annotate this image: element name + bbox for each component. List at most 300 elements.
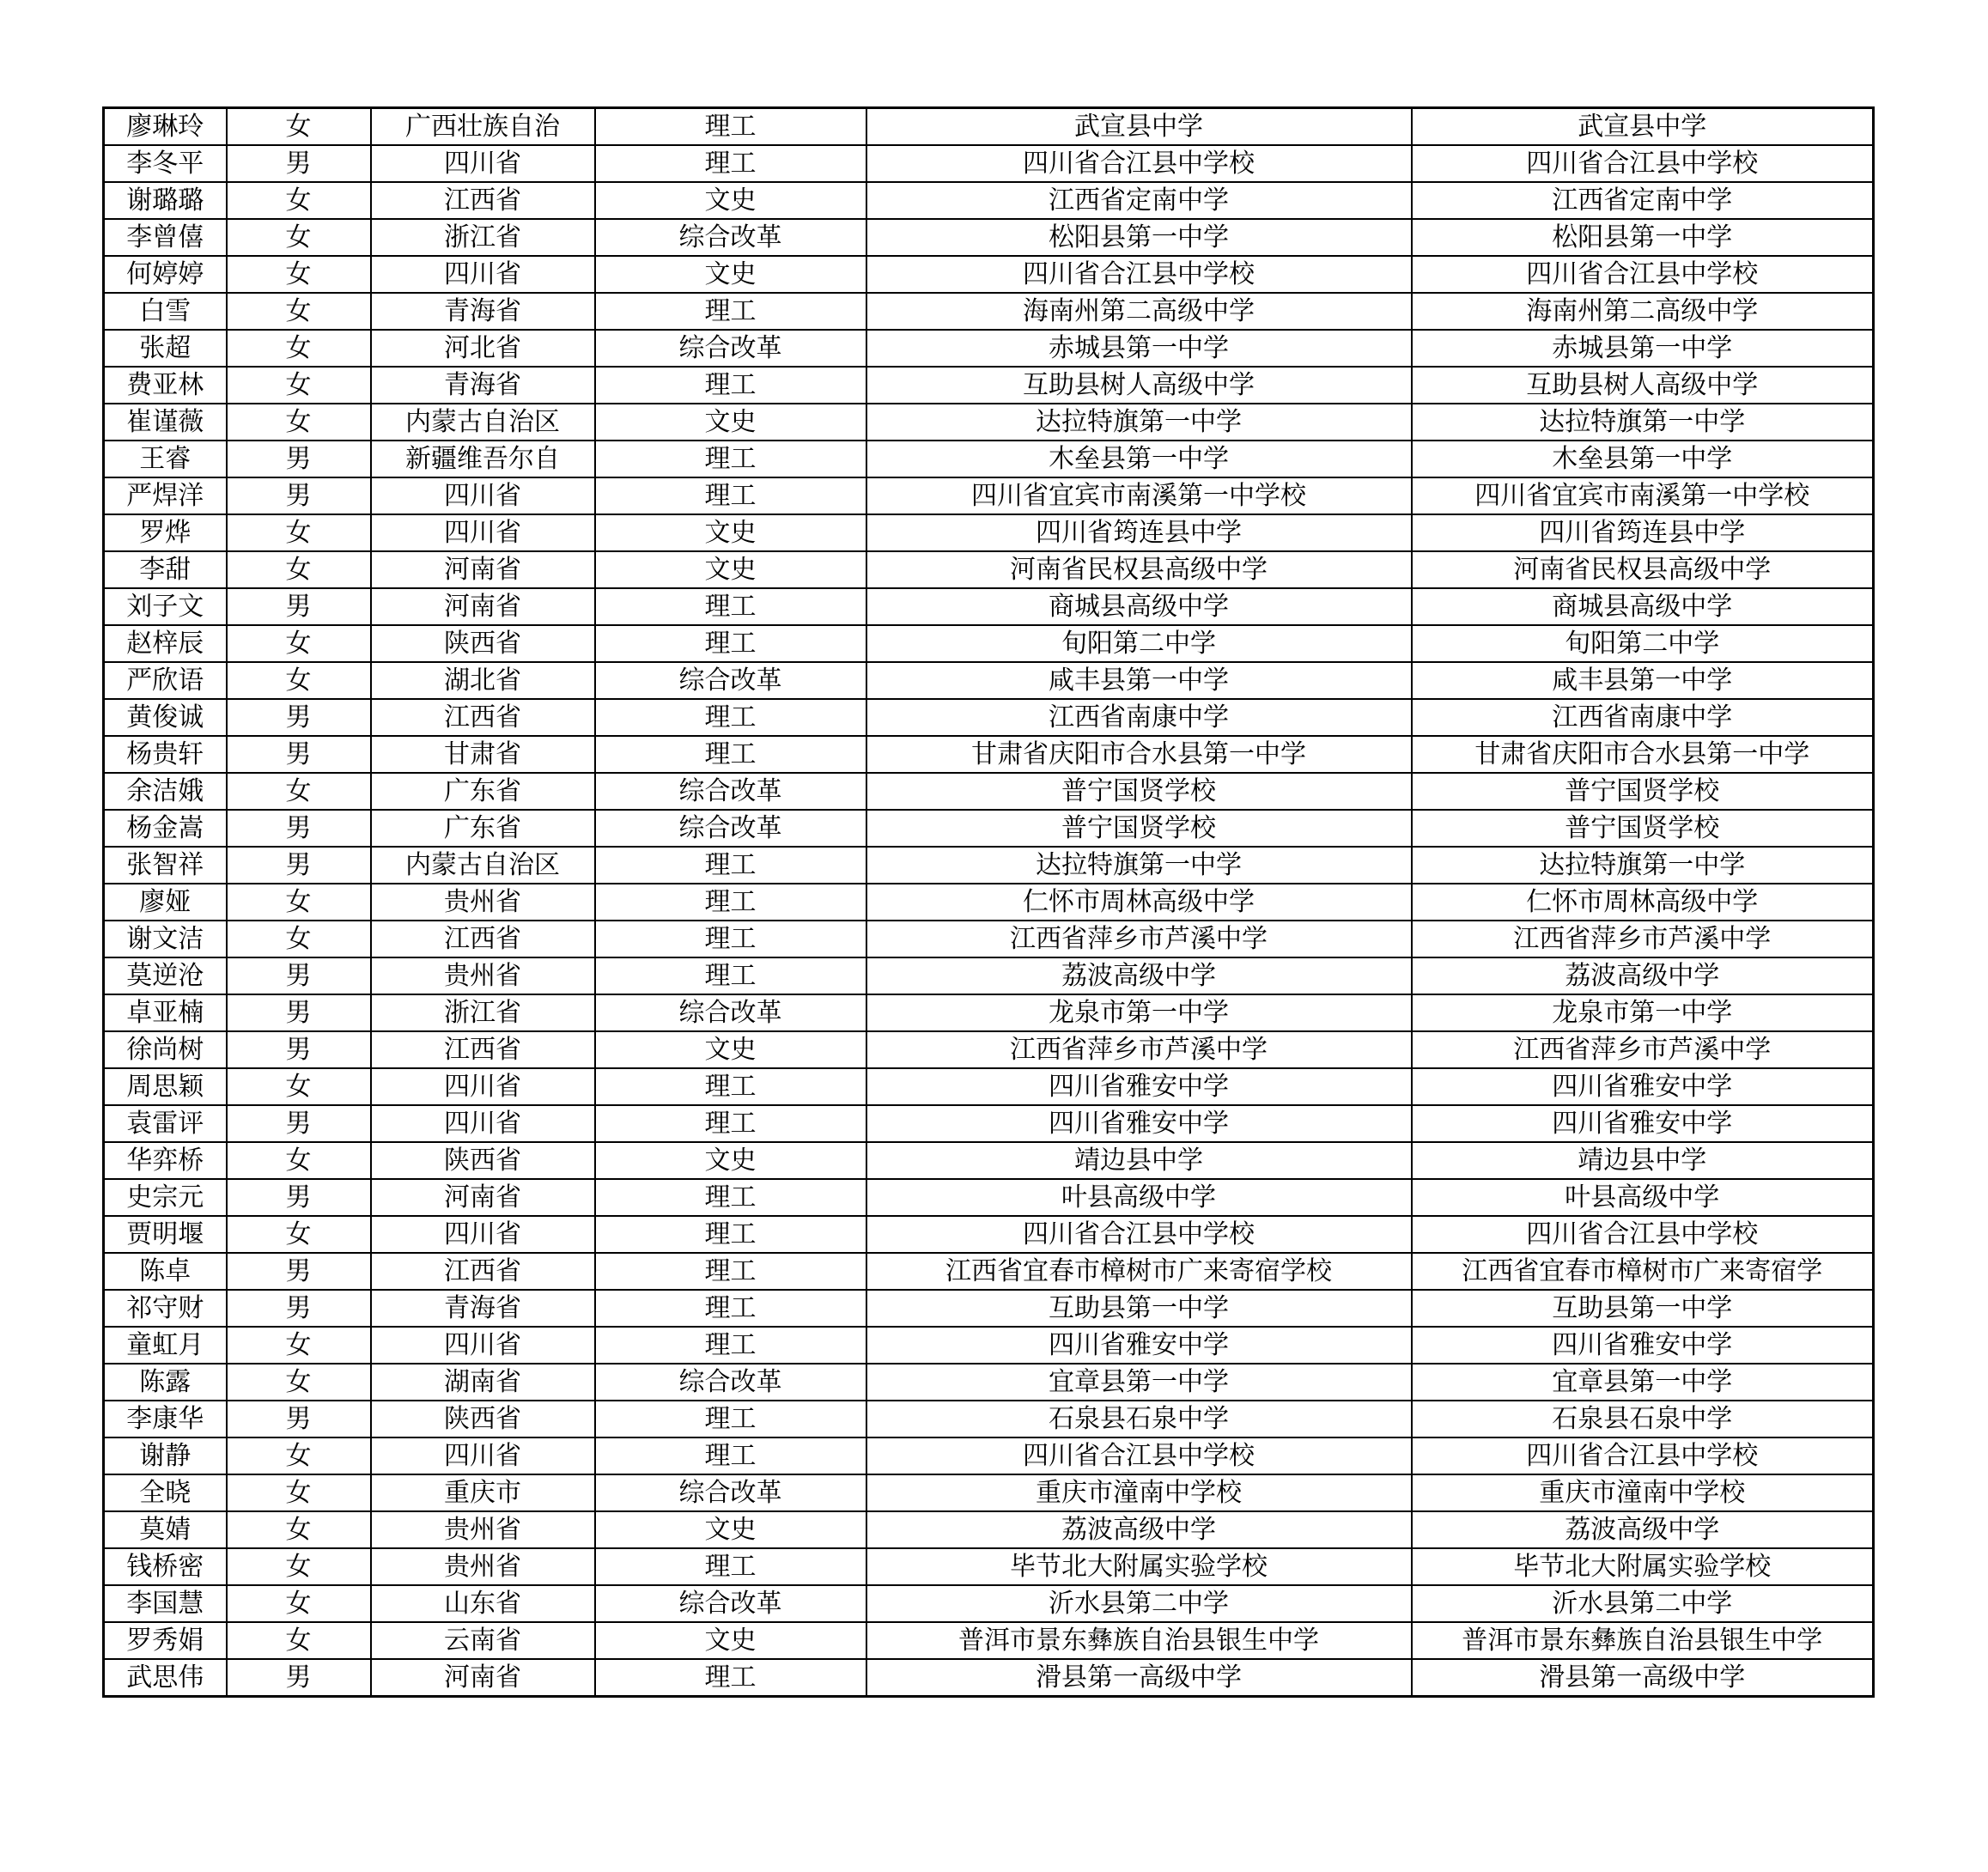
- table-row: [104, 182, 1874, 219]
- province-cell: 浙江省: [371, 219, 595, 256]
- name-cell: 武思伟: [104, 1659, 227, 1697]
- name-cell: 白雪: [104, 293, 227, 330]
- name-cell: 杨贵轩: [104, 736, 227, 773]
- province-cell: 陕西省: [371, 1401, 595, 1437]
- school-cell: 互助县树人高级中学: [866, 367, 1412, 404]
- category-cell: 理工: [595, 588, 866, 625]
- school-cell-2: 甘肃省庆阳市合水县第一中学: [1412, 736, 1874, 773]
- name-cell: 李曾僖: [104, 219, 227, 256]
- school-cell: 甘肃省庆阳市合水县第一中学: [866, 736, 1412, 773]
- school-cell-2: 仁怀市周林高级中学: [1412, 884, 1874, 921]
- category-cell: 理工: [595, 921, 866, 957]
- category-cell: 文史: [595, 256, 866, 293]
- school-cell-2: 海南州第二高级中学: [1412, 293, 1874, 330]
- school-cell-2: 宜章县第一中学: [1412, 1364, 1874, 1401]
- table-row: [104, 699, 1874, 736]
- school-cell-2: 江西省萍乡市芦溪中学: [1412, 1031, 1874, 1068]
- gender-cell: 女: [227, 514, 371, 551]
- school-cell: 武宣县中学: [866, 108, 1412, 146]
- school-cell-2: 四川省宜宾市南溪第一中学校: [1412, 477, 1874, 514]
- gender-cell: 男: [227, 1253, 371, 1290]
- school-cell: 叶县高级中学: [866, 1179, 1412, 1216]
- province-cell: 贵州省: [371, 1511, 595, 1548]
- table-row: [104, 1511, 1874, 1548]
- name-cell: 袁雷评: [104, 1105, 227, 1142]
- school-cell: 四川省雅安中学: [866, 1327, 1412, 1364]
- school-cell-2: 木垒县第一中学: [1412, 441, 1874, 477]
- gender-cell: 男: [227, 1401, 371, 1437]
- school-cell: 商城县高级中学: [866, 588, 1412, 625]
- province-cell: 新疆维吾尔自: [371, 441, 595, 477]
- category-cell: 理工: [595, 1179, 866, 1216]
- name-cell: 莫逆沧: [104, 957, 227, 994]
- gender-cell: 女: [227, 662, 371, 699]
- gender-cell: 女: [227, 1622, 371, 1659]
- school-cell-2: 靖边县中学: [1412, 1142, 1874, 1179]
- province-cell: 青海省: [371, 293, 595, 330]
- name-cell: 莫婧: [104, 1511, 227, 1548]
- name-cell: 廖琳玲: [104, 108, 227, 146]
- category-cell: 理工: [595, 1290, 866, 1327]
- province-cell: 四川省: [371, 1437, 595, 1474]
- name-cell: 卓亚楠: [104, 994, 227, 1031]
- name-cell: 华弈桥: [104, 1142, 227, 1179]
- gender-cell: 男: [227, 1179, 371, 1216]
- school-cell-2: 普宁国贤学校: [1412, 810, 1874, 847]
- name-cell: 崔谨薇: [104, 404, 227, 441]
- table-row: [104, 1068, 1874, 1105]
- school-cell: 普宁国贤学校: [866, 810, 1412, 847]
- name-cell: 徐尚树: [104, 1031, 227, 1068]
- name-cell: 贾明堰: [104, 1216, 227, 1253]
- province-cell: 江西省: [371, 1253, 595, 1290]
- name-cell: 张超: [104, 330, 227, 367]
- school-cell: 四川省雅安中学: [866, 1068, 1412, 1105]
- gender-cell: 男: [227, 477, 371, 514]
- table-row: [104, 219, 1874, 256]
- school-cell: 四川省筠连县中学: [866, 514, 1412, 551]
- gender-cell: 男: [227, 994, 371, 1031]
- gender-cell: 女: [227, 884, 371, 921]
- name-cell: 谢文洁: [104, 921, 227, 957]
- school-cell: 毕节北大附属实验学校: [866, 1548, 1412, 1585]
- name-cell: 李甜: [104, 551, 227, 588]
- gender-cell: 女: [227, 1474, 371, 1511]
- school-cell-2: 普洱市景东彝族自治县银生中学: [1412, 1622, 1874, 1659]
- school-cell-2: 滑县第一高级中学: [1412, 1659, 1874, 1697]
- province-cell: 四川省: [371, 1327, 595, 1364]
- province-cell: 河南省: [371, 1179, 595, 1216]
- gender-cell: 女: [227, 330, 371, 367]
- category-cell: 理工: [595, 1105, 866, 1142]
- school-cell: 荔波高级中学: [866, 957, 1412, 994]
- gender-cell: 男: [227, 736, 371, 773]
- school-cell-2: 四川省筠连县中学: [1412, 514, 1874, 551]
- table-row: [104, 662, 1874, 699]
- gender-cell: 男: [227, 847, 371, 884]
- name-cell: 罗秀娟: [104, 1622, 227, 1659]
- table-row: [104, 1401, 1874, 1437]
- province-cell: 内蒙古自治区: [371, 847, 595, 884]
- gender-cell: 女: [227, 1364, 371, 1401]
- table-row: [104, 1142, 1874, 1179]
- province-cell: 青海省: [371, 367, 595, 404]
- category-cell: 理工: [595, 957, 866, 994]
- school-cell-2: 四川省雅安中学: [1412, 1327, 1874, 1364]
- name-cell: 童虹月: [104, 1327, 227, 1364]
- category-cell: 文史: [595, 1511, 866, 1548]
- category-cell: 文史: [595, 1142, 866, 1179]
- name-cell: 何婷婷: [104, 256, 227, 293]
- name-cell: 罗烨: [104, 514, 227, 551]
- category-cell: 理工: [595, 1253, 866, 1290]
- gender-cell: 女: [227, 293, 371, 330]
- table-row: [104, 1585, 1874, 1622]
- name-cell: 赵梓辰: [104, 625, 227, 662]
- province-cell: 湖北省: [371, 662, 595, 699]
- table-row: [104, 1327, 1874, 1364]
- school-cell-2: 互助县树人高级中学: [1412, 367, 1874, 404]
- province-cell: 湖南省: [371, 1364, 595, 1401]
- table-row: [104, 957, 1874, 994]
- category-cell: 理工: [595, 1216, 866, 1253]
- category-cell: 理工: [595, 884, 866, 921]
- table-row: [104, 1474, 1874, 1511]
- table-row: [104, 588, 1874, 625]
- school-cell-2: 普宁国贤学校: [1412, 773, 1874, 810]
- school-cell: 靖边县中学: [866, 1142, 1412, 1179]
- school-cell-2: 互助县第一中学: [1412, 1290, 1874, 1327]
- province-cell: 河南省: [371, 551, 595, 588]
- school-cell-2: 江西省宜春市樟树市广来寄宿学: [1412, 1253, 1874, 1290]
- table-row: [104, 736, 1874, 773]
- table-row: [104, 1364, 1874, 1401]
- table-row: [104, 108, 1874, 146]
- name-cell: 费亚林: [104, 367, 227, 404]
- name-cell: 张智祥: [104, 847, 227, 884]
- province-cell: 广西壮族自治: [371, 108, 595, 146]
- table-row: [104, 551, 1874, 588]
- province-cell: 陕西省: [371, 625, 595, 662]
- gender-cell: 女: [227, 1216, 371, 1253]
- school-cell-2: 重庆市潼南中学校: [1412, 1474, 1874, 1511]
- province-cell: 云南省: [371, 1622, 595, 1659]
- province-cell: 甘肃省: [371, 736, 595, 773]
- school-cell-2: 荔波高级中学: [1412, 957, 1874, 994]
- table-row: [104, 1179, 1874, 1216]
- province-cell: 广东省: [371, 810, 595, 847]
- school-cell: 四川省合江县中学校: [866, 1437, 1412, 1474]
- name-cell: 李康华: [104, 1401, 227, 1437]
- school-cell: 石泉县石泉中学: [866, 1401, 1412, 1437]
- table-row: [104, 1659, 1874, 1697]
- name-cell: 严焊洋: [104, 477, 227, 514]
- province-cell: 四川省: [371, 1068, 595, 1105]
- gender-cell: 女: [227, 1068, 371, 1105]
- gender-cell: 女: [227, 367, 371, 404]
- category-cell: 文史: [595, 404, 866, 441]
- name-cell: 李国慧: [104, 1585, 227, 1622]
- category-cell: 理工: [595, 1437, 866, 1474]
- school-cell: 赤城县第一中学: [866, 330, 1412, 367]
- province-cell: 江西省: [371, 699, 595, 736]
- gender-cell: 男: [227, 810, 371, 847]
- province-cell: 江西省: [371, 921, 595, 957]
- name-cell: 廖娅: [104, 884, 227, 921]
- table-row: [104, 625, 1874, 662]
- category-cell: 理工: [595, 847, 866, 884]
- school-cell: 海南州第二高级中学: [866, 293, 1412, 330]
- school-cell-2: 四川省合江县中学校: [1412, 1216, 1874, 1253]
- table-row: [104, 1253, 1874, 1290]
- school-cell: 沂水县第二中学: [866, 1585, 1412, 1622]
- name-cell: 谢静: [104, 1437, 227, 1474]
- school-cell-2: 毕节北大附属实验学校: [1412, 1548, 1874, 1585]
- school-cell-2: 沂水县第二中学: [1412, 1585, 1874, 1622]
- gender-cell: 男: [227, 1659, 371, 1697]
- school-cell-2: 咸丰县第一中学: [1412, 662, 1874, 699]
- province-cell: 四川省: [371, 145, 595, 182]
- name-cell: 史宗元: [104, 1179, 227, 1216]
- table-row: [104, 1622, 1874, 1659]
- category-cell: 综合改革: [595, 1585, 866, 1622]
- gender-cell: 女: [227, 404, 371, 441]
- gender-cell: 女: [227, 182, 371, 219]
- school-cell: 滑县第一高级中学: [866, 1659, 1412, 1697]
- province-cell: 内蒙古自治区: [371, 404, 595, 441]
- province-cell: 河北省: [371, 330, 595, 367]
- category-cell: 理工: [595, 145, 866, 182]
- name-cell: 全晓: [104, 1474, 227, 1511]
- name-cell: 钱桥密: [104, 1548, 227, 1585]
- province-cell: 山东省: [371, 1585, 595, 1622]
- school-cell: 木垒县第一中学: [866, 441, 1412, 477]
- gender-cell: 女: [227, 1548, 371, 1585]
- province-cell: 河南省: [371, 1659, 595, 1697]
- category-cell: 理工: [595, 477, 866, 514]
- province-cell: 广东省: [371, 773, 595, 810]
- school-cell: 江西省宜春市樟树市广来寄宿学校: [866, 1253, 1412, 1290]
- province-cell: 贵州省: [371, 1548, 595, 1585]
- gender-cell: 女: [227, 219, 371, 256]
- category-cell: 理工: [595, 699, 866, 736]
- category-cell: 文史: [595, 551, 866, 588]
- category-cell: 综合改革: [595, 773, 866, 810]
- school-cell: 龙泉市第一中学: [866, 994, 1412, 1031]
- gender-cell: 女: [227, 256, 371, 293]
- gender-cell: 男: [227, 145, 371, 182]
- table-row: [104, 1437, 1874, 1474]
- school-cell-2: 石泉县石泉中学: [1412, 1401, 1874, 1437]
- province-cell: 贵州省: [371, 957, 595, 994]
- gender-cell: 女: [227, 1142, 371, 1179]
- category-cell: 文史: [595, 514, 866, 551]
- table-row: [104, 477, 1874, 514]
- school-cell-2: 龙泉市第一中学: [1412, 994, 1874, 1031]
- category-cell: 理工: [595, 1068, 866, 1105]
- category-cell: 理工: [595, 108, 866, 146]
- name-cell: 陈卓: [104, 1253, 227, 1290]
- table-row: [104, 810, 1874, 847]
- category-cell: 文史: [595, 1031, 866, 1068]
- province-cell: 重庆市: [371, 1474, 595, 1511]
- school-cell: 达拉特旗第一中学: [866, 404, 1412, 441]
- school-cell-2: 江西省南康中学: [1412, 699, 1874, 736]
- school-cell-2: 商城县高级中学: [1412, 588, 1874, 625]
- school-cell-2: 四川省雅安中学: [1412, 1105, 1874, 1142]
- school-cell: 江西省定南中学: [866, 182, 1412, 219]
- category-cell: 理工: [595, 1401, 866, 1437]
- school-cell-2: 四川省合江县中学校: [1412, 145, 1874, 182]
- table-row: [104, 1031, 1874, 1068]
- category-cell: 理工: [595, 441, 866, 477]
- school-cell-2: 江西省萍乡市芦溪中学: [1412, 921, 1874, 957]
- school-cell-2: 四川省合江县中学校: [1412, 1437, 1874, 1474]
- category-cell: 理工: [595, 736, 866, 773]
- province-cell: 四川省: [371, 477, 595, 514]
- table-row: [104, 1548, 1874, 1585]
- gender-cell: 女: [227, 551, 371, 588]
- school-cell: 咸丰县第一中学: [866, 662, 1412, 699]
- roster-body: [104, 108, 1874, 1697]
- school-cell-2: 达拉特旗第一中学: [1412, 404, 1874, 441]
- school-cell: 旬阳第二中学: [866, 625, 1412, 662]
- school-cell-2: 赤城县第一中学: [1412, 330, 1874, 367]
- name-cell: 余洁娥: [104, 773, 227, 810]
- table-row: [104, 1290, 1874, 1327]
- name-cell: 祁守财: [104, 1290, 227, 1327]
- table-row: [104, 1105, 1874, 1142]
- table-row: [104, 773, 1874, 810]
- table-row: [104, 847, 1874, 884]
- table-row: [104, 256, 1874, 293]
- category-cell: 理工: [595, 1327, 866, 1364]
- gender-cell: 男: [227, 588, 371, 625]
- school-cell: 四川省合江县中学校: [866, 145, 1412, 182]
- school-cell: 四川省宜宾市南溪第一中学校: [866, 477, 1412, 514]
- school-cell: 仁怀市周林高级中学: [866, 884, 1412, 921]
- gender-cell: 女: [227, 1437, 371, 1474]
- table-row: [104, 994, 1874, 1031]
- name-cell: 周思颖: [104, 1068, 227, 1105]
- name-cell: 陈露: [104, 1364, 227, 1401]
- school-cell-2: 旬阳第二中学: [1412, 625, 1874, 662]
- category-cell: 理工: [595, 293, 866, 330]
- school-cell-2: 达拉特旗第一中学: [1412, 847, 1874, 884]
- gender-cell: 女: [227, 108, 371, 146]
- category-cell: 理工: [595, 625, 866, 662]
- province-cell: 四川省: [371, 256, 595, 293]
- province-cell: 浙江省: [371, 994, 595, 1031]
- name-cell: 谢璐璐: [104, 182, 227, 219]
- gender-cell: 男: [227, 1105, 371, 1142]
- province-cell: 四川省: [371, 1216, 595, 1253]
- school-cell-2: 武宣县中学: [1412, 108, 1874, 146]
- gender-cell: 女: [227, 1511, 371, 1548]
- school-cell: 四川省合江县中学校: [866, 256, 1412, 293]
- name-cell: 王睿: [104, 441, 227, 477]
- gender-cell: 女: [227, 921, 371, 957]
- table-row: [104, 145, 1874, 182]
- table-row: [104, 1216, 1874, 1253]
- school-cell: 宜章县第一中学: [866, 1364, 1412, 1401]
- school-cell-2: 江西省定南中学: [1412, 182, 1874, 219]
- category-cell: 理工: [595, 367, 866, 404]
- table-row: [104, 884, 1874, 921]
- school-cell: 江西省萍乡市芦溪中学: [866, 921, 1412, 957]
- gender-cell: 男: [227, 957, 371, 994]
- school-cell-2: 河南省民权县高级中学: [1412, 551, 1874, 588]
- gender-cell: 男: [227, 441, 371, 477]
- school-cell-2: 叶县高级中学: [1412, 1179, 1874, 1216]
- province-cell: 陕西省: [371, 1142, 595, 1179]
- province-cell: 四川省: [371, 1105, 595, 1142]
- school-cell: 重庆市潼南中学校: [866, 1474, 1412, 1511]
- school-cell: 松阳县第一中学: [866, 219, 1412, 256]
- school-cell: 四川省合江县中学校: [866, 1216, 1412, 1253]
- gender-cell: 男: [227, 699, 371, 736]
- school-cell-2: 松阳县第一中学: [1412, 219, 1874, 256]
- school-cell-2: 四川省合江县中学校: [1412, 256, 1874, 293]
- province-cell: 四川省: [371, 514, 595, 551]
- school-cell: 达拉特旗第一中学: [866, 847, 1412, 884]
- category-cell: 综合改革: [595, 662, 866, 699]
- category-cell: 综合改革: [595, 330, 866, 367]
- province-cell: 青海省: [371, 1290, 595, 1327]
- gender-cell: 女: [227, 1327, 371, 1364]
- table-row: [104, 514, 1874, 551]
- province-cell: 贵州省: [371, 884, 595, 921]
- category-cell: 综合改革: [595, 810, 866, 847]
- province-cell: 河南省: [371, 588, 595, 625]
- school-cell: 互助县第一中学: [866, 1290, 1412, 1327]
- name-cell: 严欣语: [104, 662, 227, 699]
- category-cell: 文史: [595, 182, 866, 219]
- school-cell: 普洱市景东彝族自治县银生中学: [866, 1622, 1412, 1659]
- category-cell: 理工: [595, 1659, 866, 1697]
- gender-cell: 女: [227, 625, 371, 662]
- school-cell-2: 四川省雅安中学: [1412, 1068, 1874, 1105]
- name-cell: 刘子文: [104, 588, 227, 625]
- table-row: [104, 404, 1874, 441]
- category-cell: 理工: [595, 1548, 866, 1585]
- category-cell: 综合改革: [595, 994, 866, 1031]
- school-cell: 江西省萍乡市芦溪中学: [866, 1031, 1412, 1068]
- name-cell: 黄俊诚: [104, 699, 227, 736]
- name-cell: 李冬平: [104, 145, 227, 182]
- gender-cell: 女: [227, 773, 371, 810]
- table-row: [104, 367, 1874, 404]
- category-cell: 综合改革: [595, 219, 866, 256]
- school-cell: 普宁国贤学校: [866, 773, 1412, 810]
- province-cell: 江西省: [371, 1031, 595, 1068]
- table-row: [104, 921, 1874, 957]
- gender-cell: 男: [227, 1290, 371, 1327]
- school-cell: 荔波高级中学: [866, 1511, 1412, 1548]
- school-cell: 河南省民权县高级中学: [866, 551, 1412, 588]
- province-cell: 江西省: [371, 182, 595, 219]
- school-cell-2: 荔波高级中学: [1412, 1511, 1874, 1548]
- gender-cell: 女: [227, 1585, 371, 1622]
- category-cell: 文史: [595, 1622, 866, 1659]
- name-cell: 杨金嵩: [104, 810, 227, 847]
- gender-cell: 男: [227, 1031, 371, 1068]
- category-cell: 综合改革: [595, 1364, 866, 1401]
- table-row: [104, 293, 1874, 330]
- school-cell: 江西省南康中学: [866, 699, 1412, 736]
- school-cell: 四川省雅安中学: [866, 1105, 1412, 1142]
- table-row: [104, 441, 1874, 477]
